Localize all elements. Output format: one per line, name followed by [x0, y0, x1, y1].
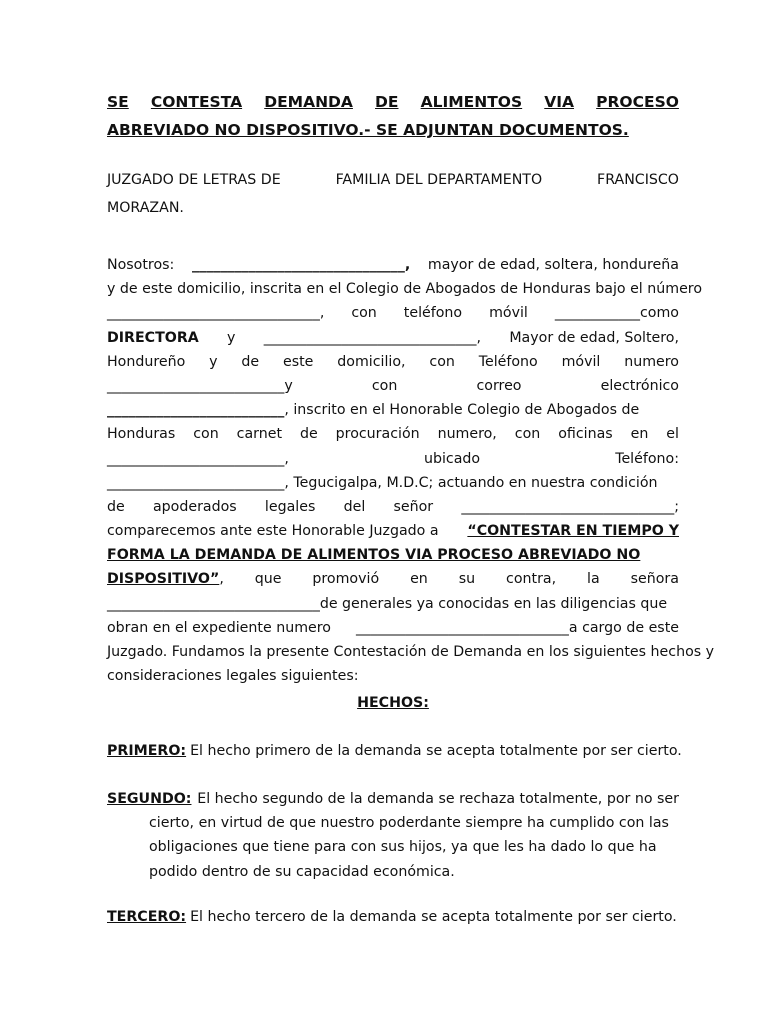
tercero-label: TERCERO:: [107, 909, 187, 925]
court-line-1: JUZGADO DE LETRAS DE FAMILIA DEL DEPARTAMENTO FRANCISCO: [107, 172, 679, 188]
body-line: ______________________________, con teléfono móvil ____________como: [107, 305, 679, 322]
hechos-section: [107, 691, 679, 715]
title-word: CONTESTA: [150, 93, 243, 111]
document-title: [107, 88, 679, 144]
body-line: _________________________, Tegucigalpa, M.D.C; actuando en nuestra condición: [107, 474, 658, 491]
body-line: _________________________, ubicado Teléfono:: [107, 450, 679, 467]
court-addressee: [107, 166, 679, 222]
title-word: PROCESO: [596, 93, 679, 111]
hecho-segundo: SEGUNDO: El hecho segundo de la demanda se rechaza totalmente, por no ser cierto, en virtud de que nuestro poderdante siempre ha cumplido con las obligaciones que tiene para con sus hijos, ya que les ha dado lo que ha podido dentro de su capacidad económica.: [107, 787, 679, 884]
body-line: DISPOSITIVO”, que promovió en su contra, la señora: [107, 571, 679, 588]
title-word: VIA: [544, 93, 575, 111]
segundo-label: SEGUNDO:: [107, 791, 192, 807]
title-word: ALIMENTOS: [420, 93, 523, 111]
title-word: SE: [107, 93, 129, 111]
hechos-heading: HECHOS:: [357, 695, 429, 711]
body-line: Hondureño y de este domicilio, con Teléfono móvil numero: [107, 353, 679, 370]
hecho-primero: PRIMERO: El hecho primero de la demanda se acepta totalmente por ser cierto.: [107, 739, 679, 763]
body-line: y de este domicilio, inscrita en el Colegio de Abogados de Honduras bajo el número: [107, 281, 702, 298]
title-text: ABREVIADO NO DISPOSITIVO.- SE ADJUNTAN DOCUMENTOS.: [107, 121, 629, 139]
body-line: Honduras con carnet de procuración numero, con oficinas en el: [107, 426, 679, 443]
body-line: consideraciones legales siguientes:: [107, 668, 359, 685]
body-line: comparecemos ante este Honorable Juzgado a “CONTESTAR EN TIEMPO Y: [107, 523, 679, 540]
body-line: ______________________________de generales ya conocidas en las diligencias que: [107, 595, 668, 612]
title-word: DEMANDA: [264, 93, 353, 111]
body-line: Nosotros: ______________________________, mayor de edad, soltera, hondureña: [107, 253, 679, 277]
body-line: _________________________y con correo electrónico: [107, 377, 679, 394]
body-line: de apoderados legales del señor ______________________________;: [107, 498, 679, 515]
body-line: _________________________, inscrito en el Honorable Colegio de Abogados de: [107, 402, 640, 419]
name-blank: ______________________________,: [192, 257, 411, 273]
court-line-2: MORAZAN.: [107, 200, 184, 216]
body-line: FORMA LA DEMANDA DE ALIMENTOS VIA PROCESO ABREVIADO NO: [107, 547, 641, 564]
hecho-tercero: TERCERO: El hecho tercero de la demanda se acepta totalmente por ser cierto.: [107, 905, 679, 929]
title-line-1: [107, 88, 679, 116]
body-line: Juzgado. Fundamos la presente Contestación de Demanda en los siguientes hechos y: [107, 644, 715, 660]
primero-label: PRIMERO:: [107, 743, 187, 759]
body-paragraph: [107, 253, 715, 688]
body-line: DIRECTORA y ______________________________, Mayor de edad, Soltero,: [107, 329, 679, 346]
title-line-2: [107, 116, 679, 144]
title-word: DE: [375, 93, 399, 111]
body-line: obran en el expediente numero ______________________________a cargo de este: [107, 619, 679, 636]
